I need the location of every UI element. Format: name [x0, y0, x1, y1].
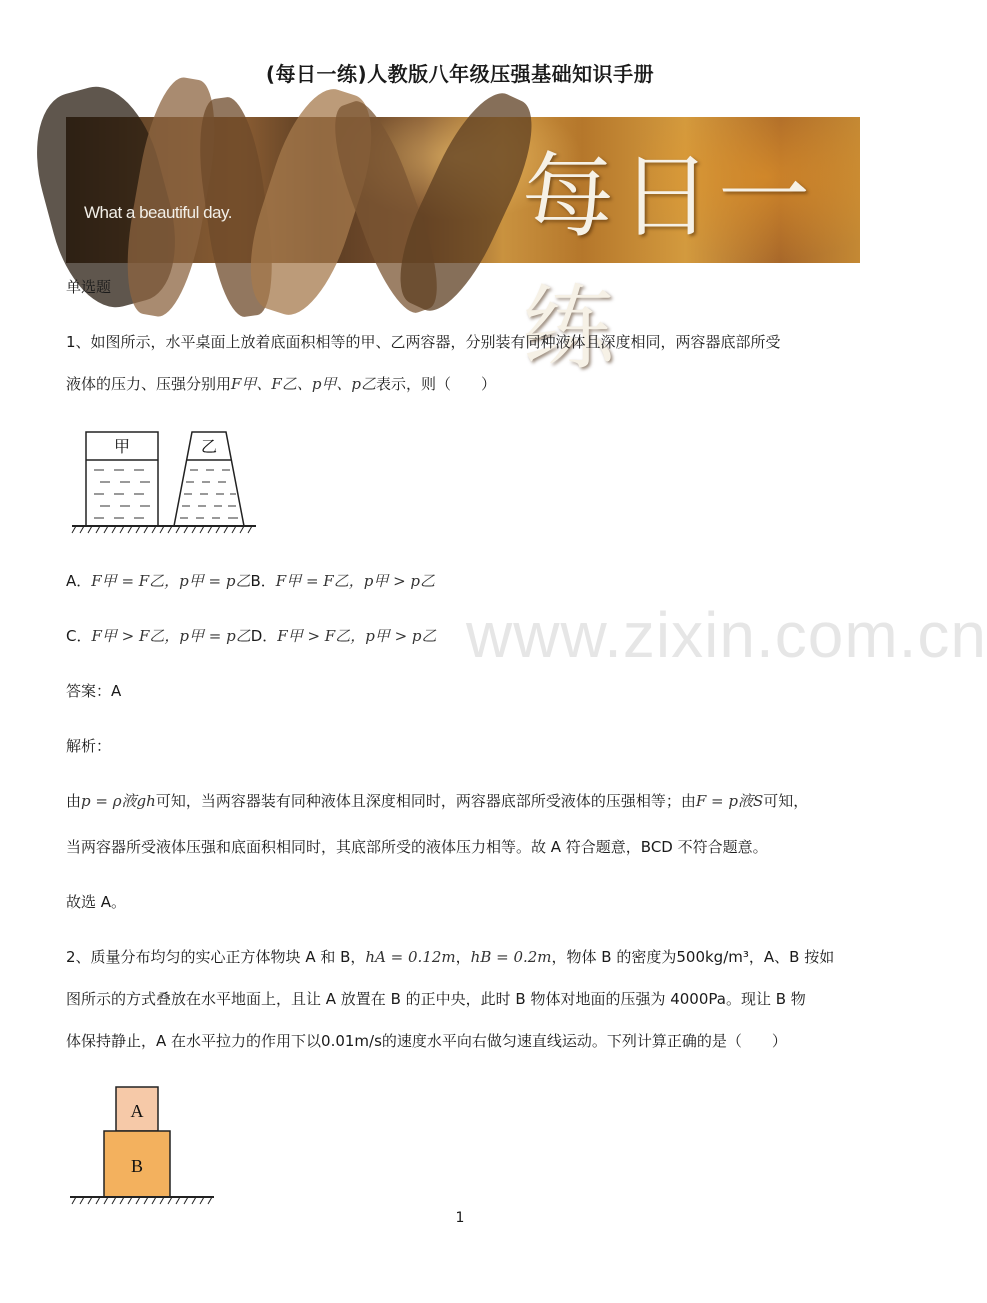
- q1-stem-text-b: 表示，则（ ）: [376, 375, 497, 393]
- q1-options-cd: [66, 625, 437, 646]
- q1-conclusion: 故选 A。: [66, 893, 127, 911]
- analysis-text-c: 可知，: [763, 792, 809, 810]
- option-c-label: C．: [66, 627, 92, 645]
- option-b-label: B．: [250, 572, 276, 590]
- q2-blocks-figure: [68, 1084, 218, 1206]
- q2-ha: hA = 0.12m: [365, 948, 456, 966]
- q1-analysis-line2: 当两容器所受液体压强和底面积相同时，其底部所受的液体压力相等。故 A 符合题意，BCD 不符合题意。: [66, 838, 768, 856]
- q2-hb: hB = 0.2m: [470, 948, 552, 966]
- analysis-text-b: 可知，当两容器装有同种液体且深度相同时，两容器底部所受液体的压强相等；由: [155, 792, 696, 810]
- q2-stem-line1: [66, 946, 834, 967]
- q1-stem-vars: F甲、F乙、p甲、p乙: [231, 375, 377, 393]
- label-jia: 甲: [113, 437, 131, 456]
- q2-stem-line2: 图所示的方式叠放在水平地面上，且让 A 放置在 B 的正中央，此时 B 物体对地面的压强为 4000Pa。现让 B 物: [66, 990, 806, 1008]
- q1-options-ab: [66, 570, 435, 591]
- label-yi: 乙: [200, 437, 218, 456]
- option-b-text: F甲 = F乙，p甲 > p乙: [275, 572, 436, 590]
- document-title: (每日一练)人教版八年级压强基础知识手册: [265, 62, 655, 86]
- analysis-formula-1: p = ρ液gh: [81, 792, 156, 810]
- q2-text-a: 2、质量分布均匀的实心正方体物块 A 和 B，: [66, 948, 366, 966]
- label-b: B: [130, 1156, 144, 1176]
- q1-analysis-label: 解析：: [66, 737, 112, 755]
- option-a-text: F甲 = F乙，p甲 = p乙: [91, 572, 251, 590]
- q1-containers-figure: [70, 430, 260, 536]
- option-d-text: F甲 > F乙，p甲 > p乙: [277, 627, 437, 645]
- analysis-formula-2: F = p液S: [695, 792, 764, 810]
- q2-stem-line3: 体保持静止，A 在水平拉力的作用下以0.01m/s的速度水平向右做匀速直线运动。下列计算正确的是（ ）: [66, 1032, 787, 1050]
- watermark: www.zixin.com.cn: [466, 599, 987, 671]
- page-number: 1: [455, 1210, 465, 1226]
- q1-answer: 答案：A: [66, 682, 122, 700]
- option-d-label: D．: [250, 627, 278, 645]
- option-c-text: F甲 > F乙，p甲 = p乙: [91, 627, 251, 645]
- option-a-label: A．: [66, 572, 92, 590]
- q2-text-b: ，物体 B 的密度为500kg/m³，A、B 按如: [551, 948, 835, 966]
- banner-big-text: 每日一练: [522, 143, 817, 382]
- label-a: A: [130, 1101, 144, 1121]
- q2-sep: ，: [455, 948, 471, 966]
- section-label: 单选题: [66, 278, 112, 296]
- q1-stem-line1: 1、如图所示，水平桌面上放着底面积相等的甲、乙两容器，分别装有同种液体且深度相同，两容器底部所受: [66, 333, 781, 351]
- q1-stem-text-a: 液体的压力、压强分别用: [66, 375, 232, 393]
- q1-analysis-line1: [66, 790, 808, 811]
- analysis-text-a: 由: [66, 792, 82, 810]
- banner-tagline: What a beautiful day.: [84, 203, 232, 222]
- q1-stem-line2: [66, 373, 496, 394]
